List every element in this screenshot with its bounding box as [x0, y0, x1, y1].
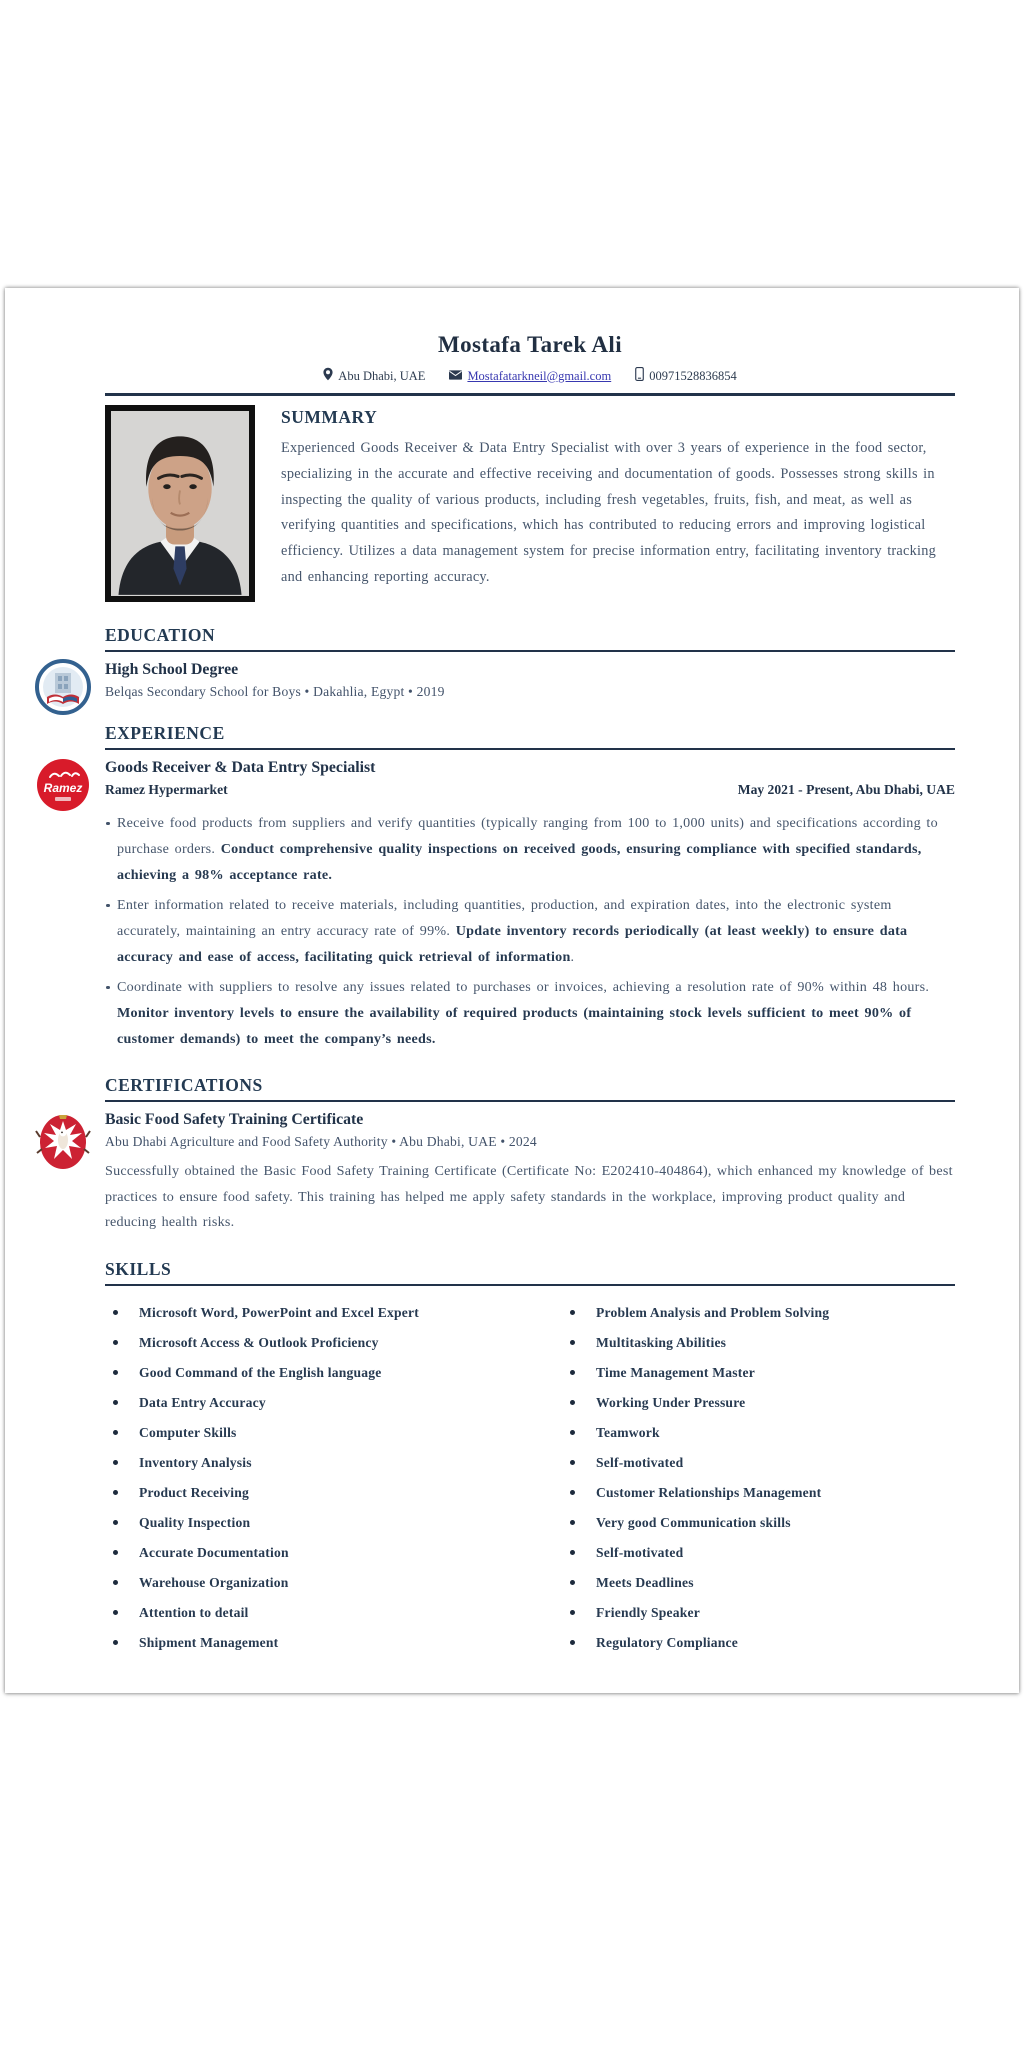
skill-item: Customer Relationships Management — [530, 1483, 955, 1503]
education-degree: High School Degree — [105, 661, 239, 678]
skill-item: Good Command of the English language — [105, 1363, 530, 1383]
viewer-background-top — [0, 0, 1024, 288]
skill-item: Time Management Master — [530, 1363, 955, 1383]
skills-heading: SKILLS — [105, 1259, 955, 1286]
summary-section — [105, 405, 955, 602]
certification-entry — [105, 1111, 955, 1236]
skill-item: Accurate Documentation — [105, 1543, 530, 1563]
skill-item: Shipment Management — [105, 1633, 530, 1653]
email-link[interactable]: Mostafatarkneil@gmail.com — [467, 368, 612, 383]
phone-icon — [635, 367, 644, 385]
education-heading: EDUCATION — [105, 625, 955, 652]
certificate-description: Successfully obtained the Basic Food Safety Training Certificate (Certificate No: E202410-404864), which enhanced my knowledge of best practices to ensure food safety. This training has helped me apply safety standards in the workplace, improving product quality and reducing health risks. — [105, 1163, 953, 1230]
experience-entry — [43, 759, 955, 1052]
skill-item: Microsoft Access & Outlook Proficiency — [105, 1333, 530, 1353]
experience-heading: EXPERIENCE — [105, 723, 955, 750]
skill-item: Friendly Speaker — [530, 1603, 955, 1623]
education-details: Belqas Secondary School for Boys • Dakahlia, Egypt • 2019 — [105, 684, 445, 699]
portrait-image — [111, 411, 249, 596]
skill-item: Self-motivated — [530, 1543, 955, 1563]
location-pin-icon — [323, 367, 333, 385]
contact-bar — [105, 367, 955, 396]
viewer-background-bottom — [0, 1693, 1024, 2050]
certificate-issuer: Abu Dhabi Agriculture and Food Safety Authority • Abu Dhabi, UAE • 2024 — [105, 1134, 537, 1149]
summary-text: Experienced Goods Receiver & Data Entry Specialist with over 3 years of experience in the food sector, specializing in the accurate and effective receiving and documentation of goods. Possesses strong skills in inspecting the quality of various products, including fresh vegetables, fruits, fish, and meat, as well as verifying quantities and specifications, which has contributed to reducing errors and improving logistical efficiency. Utilizes a data management system for precise information entry, facilitating inventory tracking and enhancing reporting accuracy. — [281, 440, 937, 585]
contact-phone-label: 00971528836854 — [649, 368, 737, 383]
experience-bullets — [105, 810, 955, 1052]
experience-bullet: Coordinate with suppliers to resolve any issues related to purchases or invoices, achieving a resolution rate of 90% within 48 hours. Monitor inventory levels to ensure the availability of required products (maintaining stock levels sufficient to meet 90% of customer demands) to meet the company’s needs. — [105, 974, 955, 1052]
skills-list-right — [530, 1303, 955, 1663]
education-section — [105, 625, 955, 700]
resume-page — [5, 288, 1019, 1693]
ramez-logo-text: Ramez — [43, 781, 83, 795]
education-entry — [105, 661, 955, 700]
summary-heading: SUMMARY — [281, 407, 378, 427]
contact-email — [449, 369, 611, 384]
skill-item: Inventory Analysis — [105, 1453, 530, 1473]
job-title: Goods Receiver & Data Entry Specialist — [105, 759, 376, 776]
adafsa-logo — [35, 1109, 91, 1173]
candidate-name: Mostafa Tarek Ali — [437, 332, 622, 357]
skills-list-left — [105, 1303, 530, 1663]
skill-item: Working Under Pressure — [530, 1393, 955, 1413]
experience-bullet: Enter information related to receive materials, including quantities, production, and expiration dates, into the electronic system accurately, maintaining an entry accuracy rate of 99%. Update inventory records periodically (at least weekly) to ensure data accuracy and ease of access, facilitating quick retrieval of information. — [105, 892, 955, 970]
skill-item: Meets Deadlines — [530, 1573, 955, 1593]
skill-item: Data Entry Accuracy — [105, 1393, 530, 1413]
skills-grid — [105, 1303, 955, 1663]
skill-item: Problem Analysis and Problem Solving — [530, 1303, 955, 1323]
contact-location — [323, 367, 425, 385]
school-logo — [35, 659, 91, 715]
skills-section — [105, 1259, 955, 1663]
skill-item: Very good Communication skills — [530, 1513, 955, 1533]
company-row — [105, 782, 955, 798]
skill-item: Computer Skills — [105, 1423, 530, 1443]
skill-item: Warehouse Organization — [105, 1573, 530, 1593]
certifications-section — [105, 1075, 955, 1236]
skill-item: Product Receiving — [105, 1483, 530, 1503]
experience-bullet: Receive food products from suppliers and verify quantities (typically ranging from 100 to 1,000 units) and specifications according to purchase orders. Conduct comprehensive quality inspections on received goods, ensuring compliance with specified standards, achieving a 98% acceptance rate. — [105, 810, 955, 888]
skill-item: Regulatory Compliance — [530, 1633, 955, 1653]
skill-item: Microsoft Word, PowerPoint and Excel Expert — [105, 1303, 530, 1323]
skill-item: Attention to detail — [105, 1603, 530, 1623]
email-icon — [449, 369, 462, 384]
contact-location-label: Abu Dhabi, UAE — [338, 368, 426, 383]
certifications-heading: CERTIFICATIONS — [105, 1075, 955, 1102]
company-name: Ramez Hypermarket — [105, 782, 228, 797]
ramez-logo — [35, 757, 91, 813]
skill-item: Teamwork — [530, 1423, 955, 1443]
skill-item: Multitasking Abilities — [530, 1333, 955, 1353]
experience-section — [43, 723, 955, 1052]
certificate-title: Basic Food Safety Training Certificate — [105, 1111, 364, 1128]
job-date-location: May 2021 - Present, Abu Dhabi, UAE — [737, 782, 955, 797]
skill-item: Self-motivated — [530, 1453, 955, 1473]
contact-phone — [635, 367, 737, 385]
skill-item: Quality Inspection — [105, 1513, 530, 1533]
portrait-photo — [105, 405, 255, 602]
